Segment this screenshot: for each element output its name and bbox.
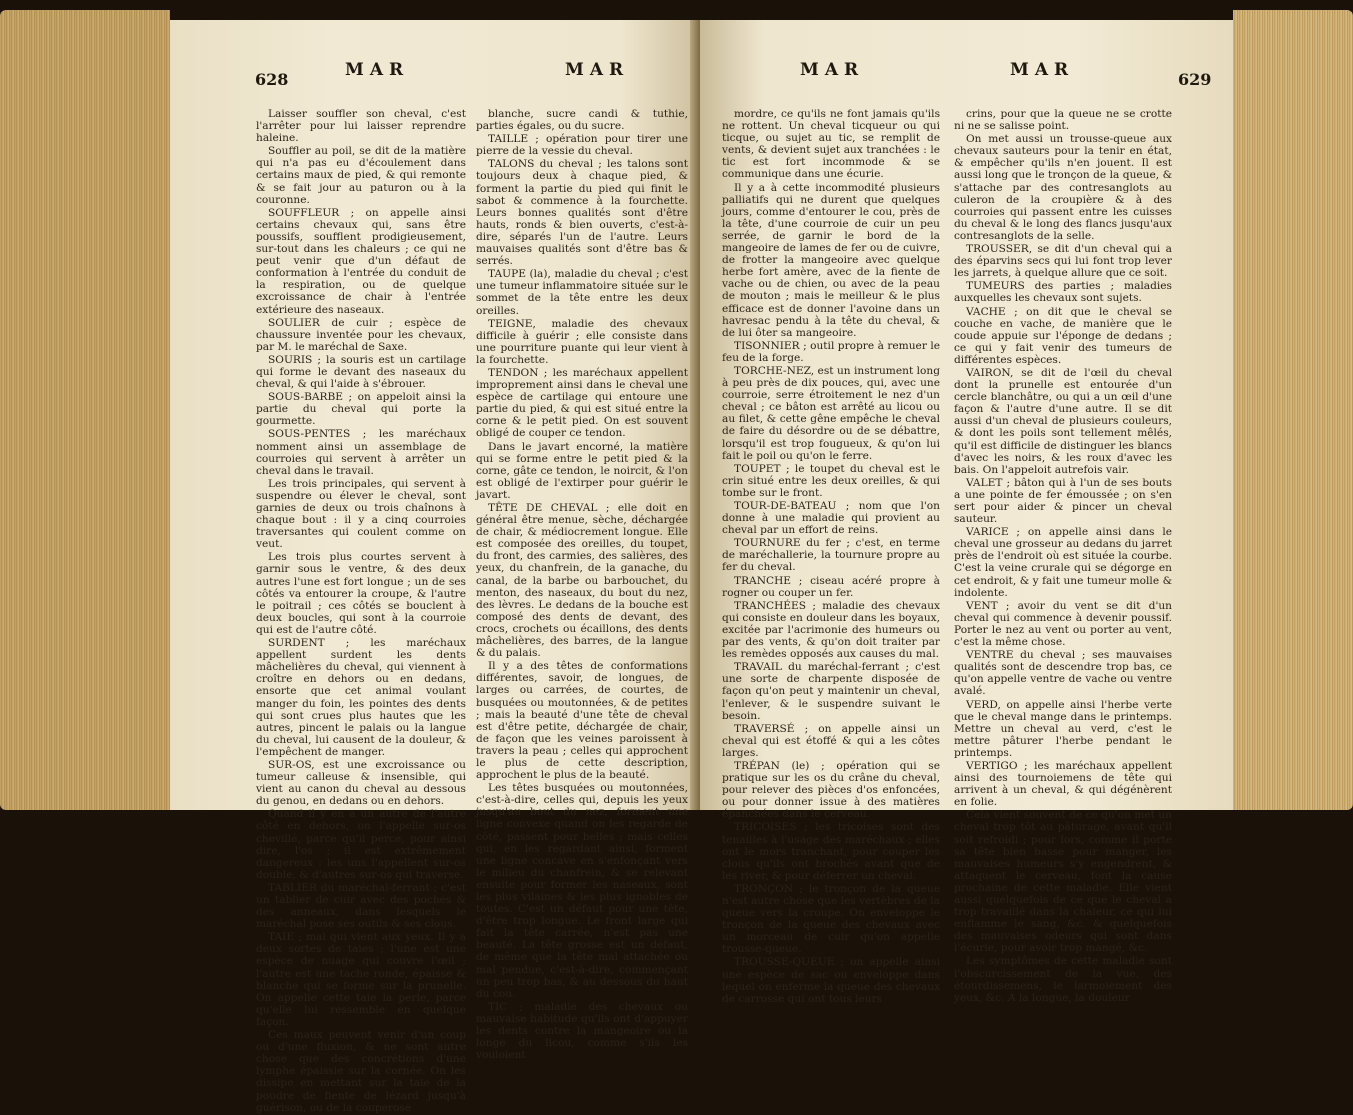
dictionary-entry: TÊTE DE CHEVAL ; elle doit en général être menue, sèche, déchargée de chair, & médiocrement longue. Elle est composée des oreilles, du toupet, du front, des carmies, des salières, des yeux, du chanfrein, de la ganache, du canal, de la barbe ou barbouchet, du menton, des naseaux, du bout du nez, des lèvres. Le dedans de la bouche est composé des dents de devant, des crocs, crochets ou écaillons, des dents mâchelières, des barres, de la langue & du palais. (476, 502, 688, 660)
dictionary-entry: TRANCHE ; ciseau acéré propre à rogner ou couper un fer. (722, 574, 940, 599)
dictionary-entry: TRICOISES ; les tricoises sont des tenailles à l'usage des maréchaux ; elles ont le mors tranchant, pour couper les clous qu'ils ont brochés avant que de les river, & pour déferrer un cheval. (722, 821, 940, 882)
left-page (170, 20, 700, 1114)
dictionary-entry: TRONÇON ; le tronçon de la queue n'est autre chose que les vertèbres de la queue vers la croupe. On enveloppe le tronçon de la queue des chevaux avec un morceau de cuir qu'on appelle trousse-queue. (722, 882, 940, 956)
dictionary-entry: TROUSSER, se dit d'un cheval qui a des éparvins secs qui lui font trop lever les jarrets, à quelque allure que ce soit. (954, 243, 1172, 280)
dictionary-entry: TOUPET ; le toupet du cheval est le crin situé entre les deux oreilles, & qui tombe sur le front. (722, 462, 940, 499)
dictionary-entry: crins, pour que la queue ne se crotte ni ne se salisse point. (954, 108, 1172, 133)
dictionary-entry: SUR-OS, est une excroissance ou tumeur calleuse & insensible, qui vient au canon du cheval au dessous du genou, en dedans ou en dehors. (256, 758, 466, 808)
dictionary-entry: TENDON ; les maréchaux appellent improprement ainsi dans le cheval une espèce de cartilage qui entoure une partie du pied, & qui est situé entre la corne & le petit pied. On est souvent obligé de couper ce tendon. (476, 366, 688, 440)
dictionary-entry: VERD, on appelle ainsi l'herbe verte que le cheval mange dans le printemps. Mettre un cheval au verd, c'est le mettre pâturer l'herbe pendant le printemps. (954, 698, 1172, 759)
dictionary-entry: Les trois principales, qui servent à suspendre ou élever le cheval, sont garnies de deux ou trois chaînons à chaque bout : il y a cinq courroies traversantes qui coulent comme on veut. (256, 477, 466, 551)
dictionary-entry: VERTIGO ; les maréchaux appellent ainsi des tournoiemens de tête qui arrivent à un cheval, & qui dégénèrent en folie. (954, 759, 1172, 809)
dictionary-entry: TOUR-DE-BATEAU ; nom que l'on donne à une maladie qui provient au cheval par un effort de reins. (722, 500, 940, 537)
dictionary-entry: VARICE ; on appelle ainsi dans le cheval une grosseur au dedans du jarret près de l'endroit où est située la courbe. C'est la veine crurale qui se dégorge en cet endroit, & y fait une tumeur molle & indolente. (954, 526, 1172, 599)
running-head-right-col1: MAR (800, 60, 865, 80)
dictionary-entry: TIC ; maladie des chevaux ou mauvaise habitude qu'ils ont d'appuyer les dents contre la mangeoire ou la longe du licou, comme s'ils les vouloient (476, 1000, 688, 1062)
dictionary-entry: SURDENT ; les maréchaux appellent surdent les dents mâchelières du cheval, qui viennent à croître en dehors ou en dedans, ensorte que cet animal voulant manger du foin, les pointes des dents qui sont crues plus hautes que les autres, pincent le palais ou la langue du cheval, lui causent de la douleur, & l'empêchent de manger. (256, 637, 466, 758)
dictionary-entry: VAIRON, se dit de l'œil du cheval dont la prunelle est entourée d'un cercle blanchâtre, ou qui a un œil d'une façon & l'autre d'une autre. Il se dit aussi d'un cheval de plusieurs couleurs, & dont les poils sont tellement mêlés, qu'il est difficile de distinguer les blancs d'avec les noirs, & les roux d'avec les bais. On l'appeloit autrefois vair. (954, 366, 1172, 476)
dictionary-entry: TEIGNE, maladie des chevaux difficile à guérir ; elle consiste dans une pourriture puante qui leur vient à la fourchette. (476, 317, 688, 366)
dictionary-entry: TALONS du cheval ; les talons sont toujours deux à chaque pied, & forment la partie du pied qui finit le sabot & commence à la fourchette. Leurs bonnes qualités sont d'être hauts, ronds & bien ouverts, c'est-à-dire, séparés l'un de l'autre. Leurs mauvaises qualités sont d'être bas & serrés. (476, 158, 688, 268)
dictionary-entry: TRAVAIL du maréchal-ferrant ; c'est une sorte de charpente disposée de façon qu'on peut y maintenir un cheval, l'enlever, & le suspendre suivant le besoin. (722, 661, 940, 722)
dictionary-entry: TOURNURE du fer ; c'est, en terme de maréchallerie, la tournure propre au fer du cheval. (722, 537, 940, 574)
dictionary-entry: Il y a à cette incommodité plusieurs palliatifs qui ne durent que quelques jours, comme d'entourer le cou, près de la tête, d'une courroie de cuir un peu serrée, de garnir le bord de la mangeoire de lames de fer ou de cuivre, de frotter la mangeoire avec quelque herbe fort amère, avec de la fiente de vache ou de chien, ou avec de la peau de mouton ; mais le meilleur & le plus efficace est de donner l'avoine dans un havresac pendu à la tête du cheval, & de lui ôter sa mangeoire. (722, 181, 940, 339)
dictionary-entry: TROUSSE-QUEUE ; on appelle ainsi une espèce de sac ou enveloppe dans lequel on enferme la queue des chevaux de carrosse qui ont tous leurs (722, 956, 940, 1005)
dictionary-entry: Il y a des têtes de conformations différentes, savoir, de longues, de larges ou carrées, de courtes, de busquées ou moutonnées, & de petites ; mais la beauté d'une tête de cheval est d'être petite, déchargée de chair, de façon que les veines paroissent à travers la peau ; celles qui approchent le plus de cette description, approchent le plus de la beauté. (476, 660, 688, 782)
left-page-column-2 (476, 108, 688, 1062)
right-page-column-1 (722, 108, 940, 1006)
dictionary-entry: TAILLE ; opération pour tirer une pierre de la vessie du cheval. (476, 133, 688, 158)
dictionary-entry: TAUPE (la), maladie du cheval ; c'est une tumeur inflammatoire située sur le sommet de la tête entre les deux oreilles. (476, 268, 688, 317)
dictionary-entry: TAIE ; mal qui vient aux yeux. Il y a deux sortes de taies ; l'une est une espèce de nuage qui couvre l'œil ; l'autre est une tache ronde, épaisse & blanche qui se forme sur la prunelle. On appelle cette taie la perle, parce qu'elle lui ressemble en quelque façon. (256, 931, 466, 1028)
dictionary-entry: VENT ; avoir du vent se dit d'un cheval qui commence à devenir poussif. Porter le nez au vent ou porter au vent, c'est la même chose. (954, 599, 1172, 649)
right-page-column-2 (954, 108, 1172, 1005)
dictionary-entry: VENTRE du cheval ; ses mauvaises qualités sont de descendre trop bas, ce qu'on appelle ventre de vache ou ventre avalé. (954, 649, 1172, 698)
dictionary-entry: Ces maux peuvent venir d'un coup ou d'une fluxion, & ne sont autre chose que des concrétions d'une lymphe épaissie sur la cornée. On les dissipe en mettant sur la taie de la poudre de fiente de lézard jusqu'à guérison, ou de la couperose (256, 1029, 466, 1114)
left-page-edges (0, 10, 170, 810)
right-page-edges (1233, 10, 1353, 810)
dictionary-entry: Les trois plus courtes servent à garnir sous le ventre, & des deux autres l'une est fort longue ; un de ses côtés va entourer la croupe, & l'autre le poitrail ; ces côtés se bouclent à deux boucles, qui sont à la courroie qui est de l'autre côté. (256, 551, 466, 636)
running-head-right-col2: MAR (1010, 60, 1075, 80)
dictionary-entry: mordre, ce qu'ils ne font jamais qu'ils ne rottent. Un cheval ticqueur ou qui ticque, ou sujet au tic, se remplit de vents, & devient sujet aux tranchées : le tic est fort incommode & se communique dans une écurie. (722, 108, 940, 181)
dictionary-entry: SOUS-PENTES ; les maréchaux nomment ainsi un assemblage de courroies qui servent à arrêter un cheval dans le travail. (256, 428, 466, 477)
dictionary-entry: TISONNIER ; outil propre à remuer le feu de la forge. (722, 339, 940, 364)
dictionary-entry: SOUS-BARBE ; on appeloit ainsi la partie du cheval qui porte la gourmette. (256, 391, 466, 428)
dictionary-entry: VALET ; bâton qui à l'un de ses bouts a une pointe de fer émoussée ; on s'en sert pour aider & pincer un cheval sauteur. (954, 476, 1172, 526)
dictionary-entry: TORCHE-NEZ, est un instrument long à peu près de dix pouces, qui, avec une courroie, serre étroitement le nez d'un cheval ; ce bâton est arrêté au licou ou au filet, & cette gêne empêche le cheval de faire du désordre ou de se débattre, lorsqu'il est trop fougueux, & qu'on lui fait le poil ou qu'on le ferre. (722, 364, 940, 462)
dictionary-entry: Dans le javart encorné, la matière qui se forme entre le petit pied & la corne, gâte ce tendon, le noircit, & l'on est obligé de l'extirper pour guérir le javart. (476, 440, 688, 501)
dictionary-entry: Souffler au poil, se dit de la matière qui n'a pas eu d'écoulement dans certains maux de pied, & qui remonte & se fait jour au paturon ou à la couronne. (256, 145, 466, 206)
dictionary-entry: Les symptômes de cette maladie sont l'obscurcissement de la vue, des étourdissemens, le larmoiement des yeux, &c. A la longue, la douleur (954, 955, 1172, 1004)
page-number-left: 628 (255, 70, 289, 89)
dictionary-entry: blanche, sucre candi & tuthie, parties égales, ou du sucre. (476, 108, 688, 133)
dictionary-entry: Quand il y en a un autre de l'autre côté en dehors, on l'appelle sur-os chevillé, parce qu'il perce, pour ainsi dire, l'os ; il est extrêmement dangereux : les uns l'appellent sur-os double, & d'autres sur-os qui traverse. (256, 808, 466, 881)
dictionary-entry: Laisser souffler son cheval, c'est l'arrêter pour lui laisser reprendre haleine. (256, 108, 466, 145)
dictionary-entry: Les têtes busquées ou moutonnées, c'est-à-dire, celles qui, depuis les yeux jusqu'au bout du nez, forment une ligne convexe quand on les regarde de côté, passent pour belles ; mais celles qui, en les regardant ainsi, forment une ligne concave en s'enfonçant vers le milieu du chanfrein, & se relevant ensuite pour former les naseaux, sont les plus vilaines & les plus ignobles de toutes. C'est un défaut pour une tête, d'être trop longue. Le front large qui fait la tête carrée, n'est pas une beauté. La tête grosse est un défaut, de même que la tête mal attachée ou mal pendue, c'est-à-dire, commençant un peu trop bas, & au dessous du haut du cou. (476, 782, 688, 1000)
dictionary-entry: VACHE ; on dit que le cheval se couche en vache, de manière que le coude appuie sur l'éponge de dedans ; ce qui y fait venir des tumeurs de différentes espèces. (954, 305, 1172, 366)
running-head-left-col1: MAR (345, 60, 410, 80)
page-number-right: 629 (1178, 70, 1212, 89)
dictionary-entry: On met aussi un trousse-queue aux chevaux sauteurs pour la tenir en état, & empêcher qu'ils n'en jouent. Il est aussi long que le tronçon de la queue, & s'attache par des contresanglots au culeron de la croupière & à des courroies qui passent entre les cuisses du cheval & le long des flancs jusqu'aux contresanglots de la selle. (954, 133, 1172, 242)
dictionary-entry: TRANCHÉES ; maladie des chevaux qui consiste en douleur dans les boyaux, excitée par l'acrimonie des humeurs ou par des vents, & qu'on doit traiter par les remèdes opposés aux causes du mal. (722, 599, 940, 661)
dictionary-entry: SOURIS ; la souris est un cartilage qui forme le devant des naseaux du cheval, & qui l'aide à s'ébrouer. (256, 353, 466, 391)
dictionary-entry: SOUFFLEUR ; on appelle ainsi certains chevaux qui, sans être poussifs, soufflent prodigieusement, sur-tout dans les chaleurs ; ce qui ne peut venir que d'un défaut de conformation à l'entrée du conduit de la respiration, ou de quelque excroissance de chair à l'entrée extérieure des naseaux. (256, 206, 466, 316)
dictionary-entry: TRAVERSÉ ; on appelle ainsi un cheval qui est étoffé & qui a les côtes larges. (722, 722, 940, 759)
dictionary-entry: SOULIER de cuir ; espèce de chaussure inventée pour les chevaux, par M. le maréchal de Saxe. (256, 316, 466, 353)
dictionary-entry: TRÉPAN (le) ; opération qui se pratique sur les os du crâne du cheval, pour relever des pièces d'os enfoncées, ou pour donner issue à des matières épanchées dans le cerveau. (722, 759, 940, 821)
left-page-column-1 (256, 108, 466, 1115)
dictionary-entry: Cela vient souvent de ce qu'on met un cheval trop tôt au pâturage, avant qu'il soit refroidi ; pour lors, comme il porte sa tête bien basse pour manger, les mauvaises humeurs s'y engendrent, & attaquent le cerveau, font la cause prochaine de cette maladie. Elle vient aussi quelquefois de ce que le cheval a trop travaillé dans la chaleur, ce qui lui enflamme le sang, &c. & quelquefois des mauvaises odeurs qui sont dans l'écurie, pour avoir trop mangé, &c. (954, 809, 1172, 955)
running-head-left-col2: MAR (565, 60, 630, 80)
right-page (700, 20, 1233, 1005)
dictionary-entry: TUMEURS des parties ; maladies auxquelles les chevaux sont sujets. (954, 280, 1172, 305)
dictionary-entry: TABLIER du maréchal-ferrant ; c'est un tablier de cuir avec des poches & des anneaux, dans lesquels le maréchal pose ses outils & ses clous. (256, 881, 466, 931)
